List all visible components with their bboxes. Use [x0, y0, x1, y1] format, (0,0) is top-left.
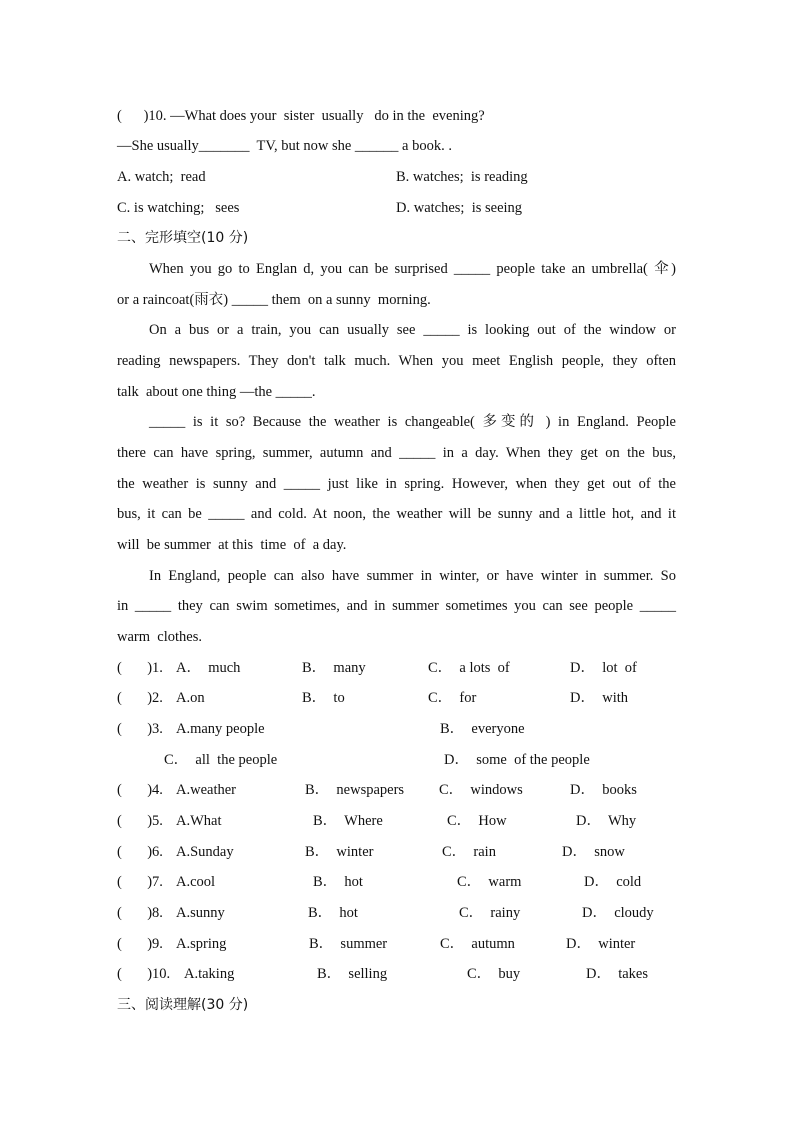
option-d: D． cloudy	[582, 905, 654, 921]
passage-line: talk about one thing —the _____.	[117, 384, 316, 400]
question-number: ( )7.	[117, 874, 163, 890]
option-c: C． How	[447, 813, 507, 829]
option-a: A.spring	[176, 936, 227, 952]
option-b: B． everyone	[440, 721, 525, 737]
q10-answer-line: —She usually_______ TV, but now she ______ a book. .	[117, 138, 452, 154]
option-a: A.Sunday	[176, 844, 234, 860]
option-b: B． selling	[317, 966, 388, 982]
passage-line: will be summer at this time of a day.	[117, 537, 347, 553]
question-number: ( )6.	[117, 844, 163, 860]
option-d: D． cold	[584, 874, 642, 890]
option-a: A.cool	[176, 874, 216, 890]
option-d: D． with	[570, 690, 628, 706]
option-d: D． some of the people	[444, 752, 590, 768]
passage-line: in _____ they can swim sometimes, and in summer sometimes you can see people _____	[117, 598, 676, 614]
question-number: ( )3.	[117, 721, 163, 737]
q10-option-d: D. watches; is seeing	[396, 200, 523, 216]
question-number: ( )4.	[117, 782, 163, 798]
option-d: D． books	[570, 782, 637, 798]
option-c: C． windows	[439, 782, 523, 798]
option-d: D． winter	[566, 936, 636, 952]
passage-line: When you go to Englan d, you can be surprised _____ people take an umbrella( 伞)	[149, 261, 676, 277]
question-number: ( )1.	[117, 660, 163, 676]
option-a: A.on	[176, 690, 205, 706]
passage-line: the weather is sunny and _____ just like in spring. However, when they get out of the	[117, 476, 676, 492]
question-number: ( )9.	[117, 936, 163, 952]
passage-line: warm clothes.	[117, 629, 202, 645]
option-c: C． buy	[467, 966, 521, 982]
option-b: B． hot	[308, 905, 358, 921]
q10-option-c: C. is watching; sees	[117, 200, 240, 216]
option-a: A.many people	[176, 721, 265, 737]
passage-line: there can have spring, summer, autumn and _____ in a day. When they get on the bus,	[117, 445, 676, 461]
passage-line: _____ is it so? Because the weather is changeable( 多变的 ) in England. People	[149, 414, 676, 430]
option-c: C． for	[428, 690, 477, 706]
option-d: D． lot of	[570, 660, 637, 676]
option-b: B． to	[302, 690, 345, 706]
option-a: A． much	[176, 660, 241, 676]
option-a: A.What	[176, 813, 222, 829]
passage-line: On a bus or a train, you can usually see _____ is looking out of the window or	[149, 322, 676, 338]
question-number: ( )5.	[117, 813, 163, 829]
question-number: ( )10.	[117, 966, 171, 982]
question-number: ( )2.	[117, 690, 163, 706]
question-number: ( )8.	[117, 905, 163, 921]
option-a: A.weather	[176, 782, 236, 798]
q10-option-a: A. watch; read	[117, 169, 206, 185]
q10-option-b: B. watches; is reading	[396, 169, 528, 185]
passage-line: bus, it can be _____ and cold. At noon, the weather will be sunny and a little hot, and it	[117, 506, 676, 522]
passage-line: or a raincoat(雨衣) _____ them on a sunny morning.	[117, 292, 431, 308]
section3-heading: 三、阅读理解(30 分)	[117, 997, 249, 1013]
option-d: D． Why	[576, 813, 637, 829]
option-b: B． hot	[313, 874, 363, 890]
option-b: B． summer	[309, 936, 388, 952]
passage-line: In England, people can also have summer in winter, or have winter in summer. So	[149, 568, 676, 584]
option-a: A.taking	[184, 966, 235, 982]
passage-line: reading newspapers. They don't talk much. When you meet English people, they often	[117, 353, 676, 369]
option-b: B． winter	[305, 844, 374, 860]
option-d: D． snow	[562, 844, 625, 860]
option-c: C． warm	[457, 874, 522, 890]
option-a: A.sunny	[176, 905, 225, 921]
option-c: C． rain	[442, 844, 496, 860]
option-c: C． a lots of	[428, 660, 510, 676]
option-c: C． rainy	[459, 905, 521, 921]
q10-stem: ( )10. —What does your sister usually do in the evening?	[117, 108, 485, 124]
option-b: B． Where	[313, 813, 383, 829]
option-b: B． newspapers	[305, 782, 405, 798]
option-c: C． all the people	[164, 752, 278, 768]
option-c: C． autumn	[440, 936, 515, 952]
section2-heading: 二、完形填空(10 分)	[117, 230, 249, 246]
option-b: B． many	[302, 660, 366, 676]
option-d: D． takes	[586, 966, 649, 982]
